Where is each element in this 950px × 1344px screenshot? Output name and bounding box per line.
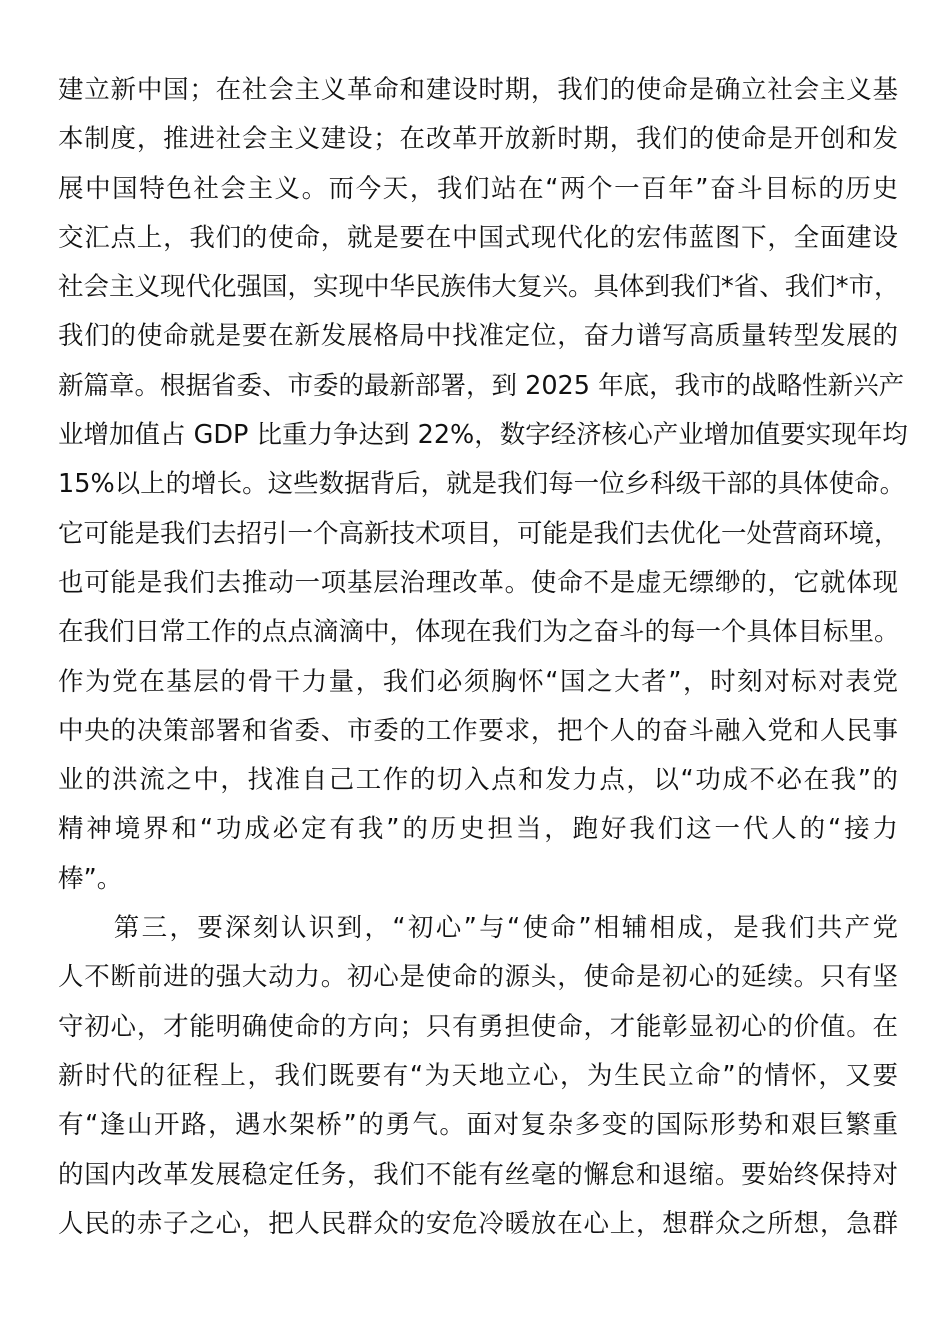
text-line: 交汇点上，我们的使命，就是要在中国式现代化的宏伟蓝图下，全面建设 [58,222,898,253]
text-line: 作为党在基层的骨干力量，我们必须胸怀“国之大者”，时刻对标对表党 [58,666,898,697]
text-line: 业的洪流之中，找准自己工作的切入点和发力点，以“功成不必在我”的 [58,765,898,796]
text-line: 精神境界和“功成必定有我”的历史担当，跑好我们这一代人的“接力 [58,814,898,845]
text-line: 人民的赤子之心，把人民群众的安危冷暖放在心上，想群众之所想，急群 [58,1208,898,1239]
text-line: 社会主义现代化强国，实现中华民族伟大复兴。具体到我们*省、我们*市， [58,272,900,303]
body-text [58,66,908,1249]
paragraph-start-line: 第三，要深刻认识到，“初心”与“使命”相辅相成，是我们共产党 [58,913,898,944]
text-line: 在我们日常工作的点点滴滴中，体现在我们为之奋斗的每一个具体目标里。 [58,617,900,648]
text-line: 新篇章。根据省委、市委的最新部署，到 2025 年底，我市的战略性新兴产 [58,370,905,401]
text-line: 中央的决策部署和省委、市委的工作要求，把个人的奋斗融入党和人民事 [58,715,898,746]
text-line: 它可能是我们去招引一个高新技术项目，可能是我们去优化一处营商环境， [58,518,900,549]
text-line: 新时代的征程上，我们既要有“为天地立心，为生民立命”的情怀，又要 [58,1060,898,1091]
text-line: 人不断前进的强大动力。初心是使命的源头，使命是初心的延续。只有坚 [58,962,898,993]
text-line: 的国内改革发展稳定任务，我们不能有丝毫的懈怠和退缩。要始终保持对 [58,1159,898,1190]
text-line: 展中国特色社会主义。而今天，我们站在“两个一百年”奋斗目标的历史 [58,173,898,204]
text-line: 守初心，才能明确使命的方向；只有勇担使命，才能彰显初心的价值。在 [58,1011,898,1042]
text-line: 业增加值占 GDP 比重力争达到 22%，数字经济核心产业增加值要实现年均 [58,420,908,451]
text-line: 棒”。 [58,863,123,894]
text-line: 我们的使命就是要在新发展格局中找准定位，奋力谱写高质量转型发展的 [58,321,898,352]
text-line: 15%以上的增长。这些数据背后，就是我们每一位乡科级干部的具体使命。 [58,469,906,500]
text-line: 有“逢山开路，遇水架桥”的勇气。面对复杂多变的国际形势和艰巨繁重 [58,1110,898,1141]
text-line: 本制度，推进社会主义建设；在改革开放新时期，我们的使命是开创和发 [58,124,898,155]
text-line: 也可能是我们去推动一项基层治理改革。使命不是虚无缥缈的，它就体现 [58,567,898,598]
text-line: 建立新中国；在社会主义革命和建设时期，我们的使命是确立社会主义基 [58,75,898,105]
